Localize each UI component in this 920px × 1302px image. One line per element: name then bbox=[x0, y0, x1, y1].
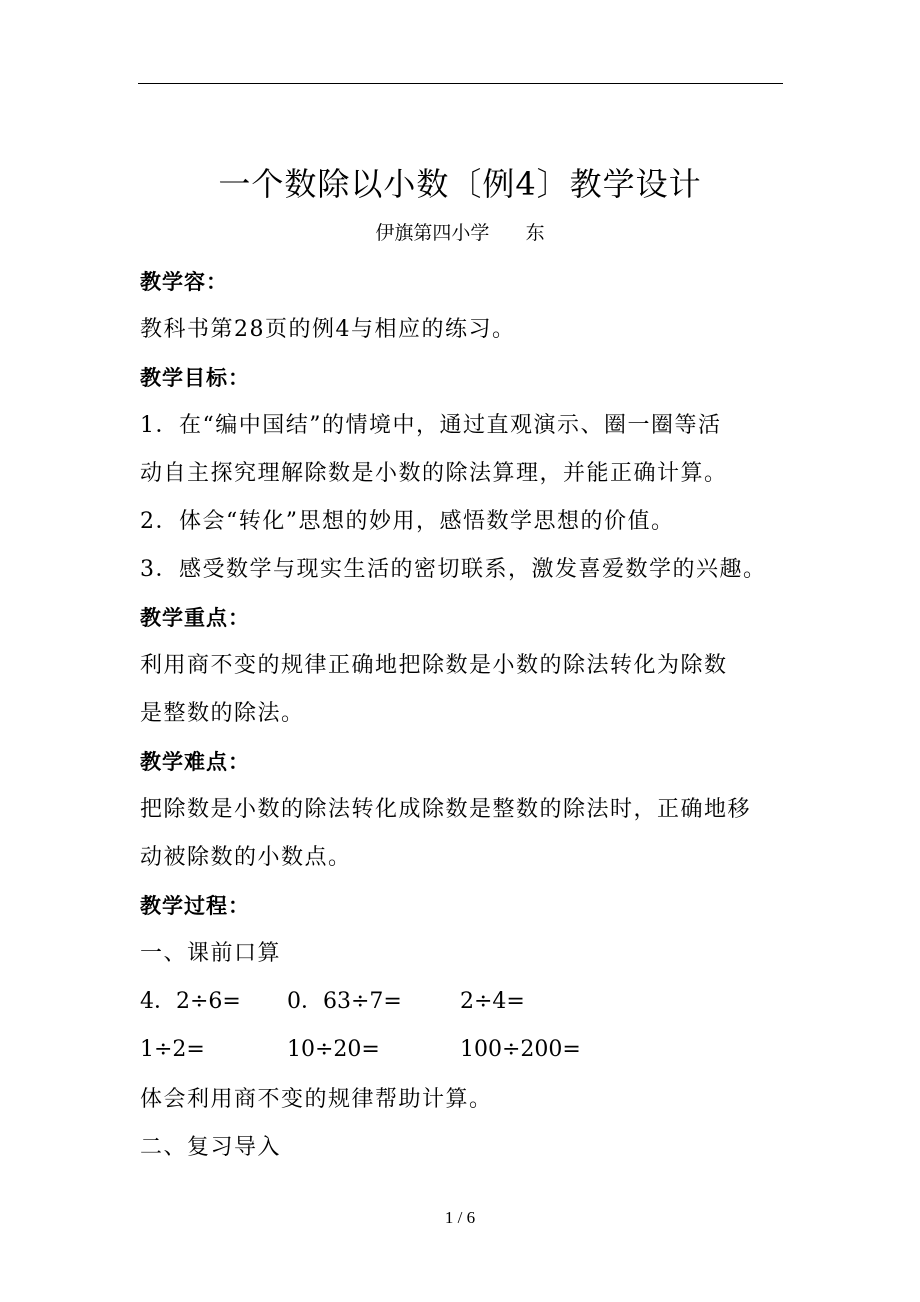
calculation-item: 10÷20= bbox=[287, 1037, 380, 1062]
section-heading-key-points: 教学重点： bbox=[140, 606, 250, 630]
calculation-item: 4．2÷6= bbox=[140, 989, 241, 1014]
key-point-line: 利用商不变的规律正确地把除数是小数的除法转化为除数 bbox=[140, 653, 728, 678]
calculation-item: 1÷2= bbox=[140, 1037, 205, 1062]
key-point-line: 是整数的除法。 bbox=[140, 701, 305, 726]
author-line: 伊旗第四小学 东 bbox=[375, 222, 545, 244]
section-heading-process: 教学过程： bbox=[140, 894, 250, 918]
calculation-row bbox=[140, 986, 780, 1018]
objective-line: 3．感受数学与现实生活的密切联系，激发喜爱数学的兴趣。 bbox=[140, 557, 767, 582]
header-rule bbox=[138, 83, 783, 84]
calculation-row bbox=[140, 1034, 780, 1066]
calculation-item: 100÷200= bbox=[460, 1037, 581, 1062]
section-heading-content: 教学容： bbox=[140, 270, 228, 294]
process-step-title: 二、复习导入 bbox=[140, 1135, 282, 1160]
document-title: 一个数除以小数〔例4〕教学设计 bbox=[218, 165, 702, 203]
section-heading-difficulties: 教学难点： bbox=[140, 750, 250, 774]
objective-line: 动自主探究理解除数是小数的除法算理，并能正确计算。 bbox=[140, 461, 728, 486]
calculation-item: 0．63÷7= bbox=[287, 989, 402, 1014]
objective-line: 1．在“编中国结”的情境中，通过直观演示、圈一圈等活 bbox=[140, 413, 722, 438]
difficulty-line: 动被除数的小数点。 bbox=[140, 845, 352, 870]
process-step-title: 一、课前口算 bbox=[140, 941, 282, 966]
objective-line: 2．体会“转化”思想的妙用，感悟数学思想的价值。 bbox=[140, 509, 675, 534]
process-note: 体会利用商不变的规律帮助计算。 bbox=[140, 1087, 493, 1112]
page-number: 1 / 6 bbox=[444, 1208, 476, 1227]
difficulty-line: 把除数是小数的除法转化成除数是整数的除法时，正确地移 bbox=[140, 797, 752, 822]
content-line: 教科书第28页的例4与相应的练习。 bbox=[140, 317, 516, 342]
section-heading-objectives: 教学目标： bbox=[140, 366, 250, 390]
calculation-item: 2÷4= bbox=[460, 989, 525, 1014]
